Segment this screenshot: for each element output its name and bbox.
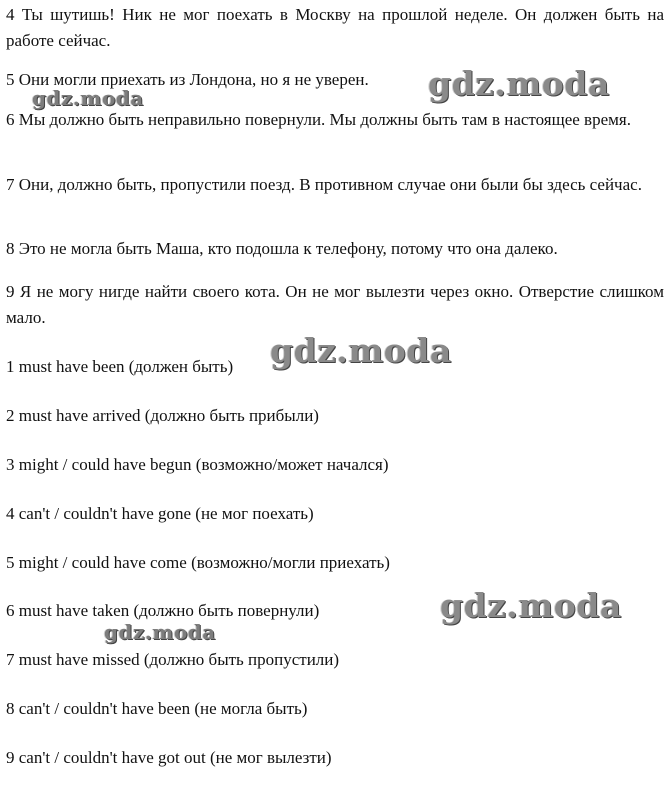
translation-4: 4 Ты шутишь! Ник не мог поехать в Москву на прошлой неделе. Он должен быть на работе сейчас. [6,5,664,50]
answer-4: 4 can't / couldn't have gone (не мог поехать) [6,504,314,523]
translation-5: 5 Они могли приехать из Лондона, но я не уверен. [6,70,369,89]
translation-6: 6 Мы должно быть неправильно повернули. Мы должны быть там в настоящее время. [6,110,631,129]
watermark: gdz.moda [104,620,216,644]
translation-9: 9 Я не могу нигде найти своего кота. Он не мог вылезти через окно. Отверстие слишком мало. [6,282,664,327]
watermark: gdz.moda [440,586,622,625]
watermark: gdz.moda [32,86,144,110]
answer-1: 1 must have been (должен быть) [6,357,234,376]
watermark: gdz.moda [428,64,610,103]
watermark: gdz.moda [270,331,452,370]
answer-8: 8 can't / couldn't have been (не могла быть) [6,699,308,718]
answer-9: 9 can't / couldn't have got out (не мог вылезти) [6,748,332,767]
answer-2: 2 must have arrived (должно быть прибыли) [6,406,319,425]
answer-7: 7 must have missed (должно быть пропустили) [6,650,340,669]
translation-7: 7 Они, должно быть, пропустили поезд. В противном случае они были бы здесь сейчас. [6,175,642,194]
answer-6: 6 must have taken (должно быть повернули) [6,601,320,620]
answer-3: 3 might / could have begun (возможно/может начался) [6,455,389,474]
translation-8: 8 Это не могла быть Маша, кто подошла к телефону, потому что она далеко. [6,239,558,258]
answer-5: 5 might / could have come (возможно/могли приехать) [6,553,390,572]
